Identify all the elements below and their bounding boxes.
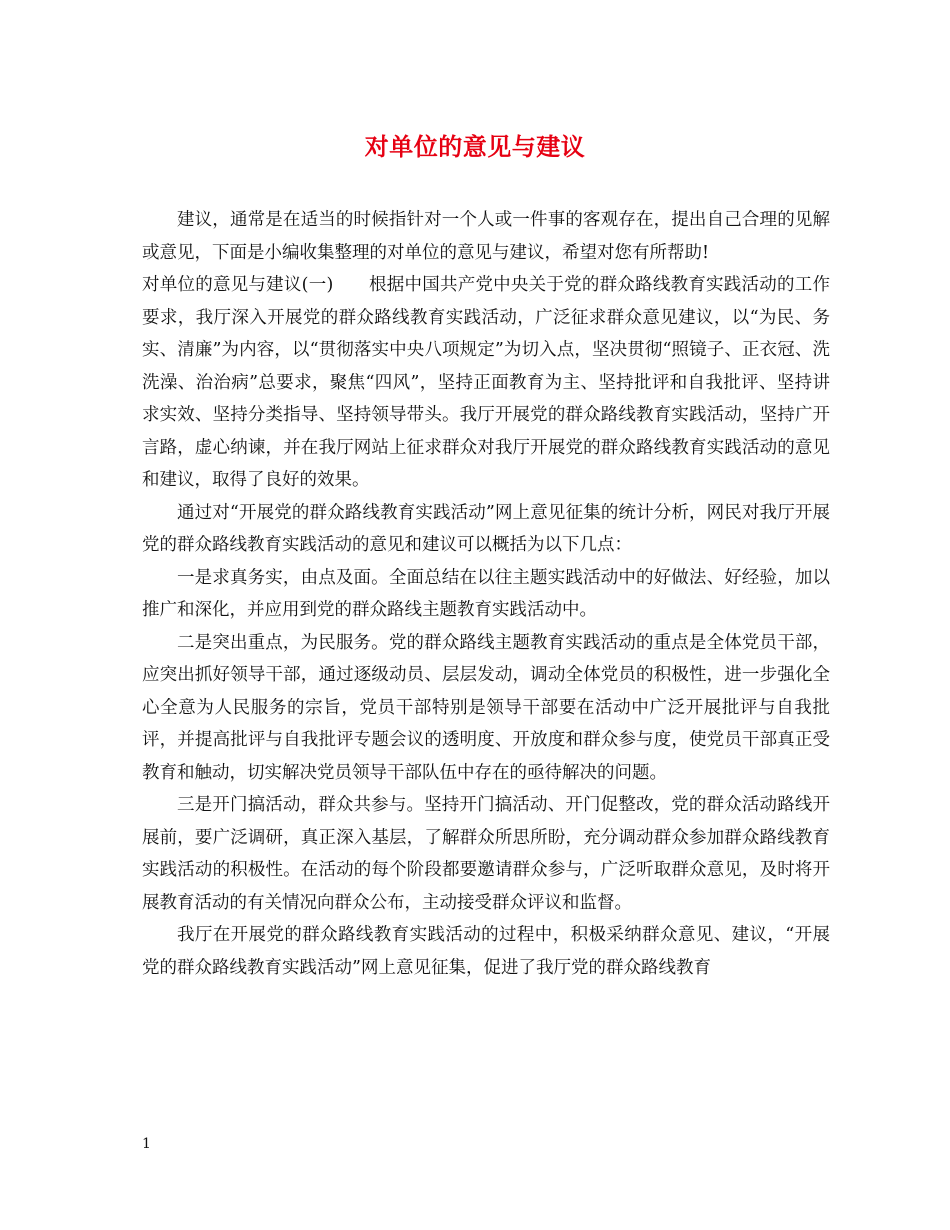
page-number: 1 [142, 1136, 151, 1152]
paragraph-section-one: 对单位的意见与建议(一) 根据中国共产党中央关于党的群众路线教育实践活动的工作要求，我厅深入开展党的群众路线教育实践活动，广泛征求群众意见建议，以“为民、务实、清廉”为内容，以“贯彻落实中央八项规定”为切入点，坚决贯彻“照镜子、正衣冠、洗洗澡、治治病”总要求，聚焦“四风”，坚持正面教育为主、坚持批评和自我批评、坚持讲求实效、坚持分类指导、坚持领导带头。我厅开展党的群众路线教育实践活动，坚持广开言路，虚心纳谏，并在我厅网站上征求群众对我厅开展党的群众路线教育实践活动的意见和建议，取得了良好的效果。 [142, 275, 830, 490]
paragraph-summary: 通过对“开展党的群众路线教育实践活动”网上意见征集的统计分析，网民对我厅开展党的群众路线教育实践活动的意见和建议可以概括为以下几点： [142, 502, 830, 555]
paragraph-point-three: 三是开门搞活动，群众共参与。坚持开门搞活动、开门促整改，党的群众活动路线开展前，要广泛调研，真正深入基层，了解群众所思所盼，充分调动群众参加群众路线教育实践活动的积极性。在活动的每个阶段都要邀请群众参与，广泛听取群众意见，及时将开展教育活动的有关情况向群众公布，主动接受群众评议和监督。 [142, 795, 830, 913]
document-title: 对单位的意见与建议 [364, 132, 586, 161]
document-body [142, 204, 830, 984]
paragraph-closing: 我厅在开展党的群众路线教育实践活动的过程中，积极采纳群众意见、建议，“开展党的群众路线教育实践活动”网上意见征集，促进了我厅党的群众路线教育 [142, 925, 830, 978]
paragraph-point-two: 二是突出重点，为民服务。党的群众路线主题教育实践活动的重点是全体党员干部，应突出抓好领导干部，通过逐级动员、层层发动，调动全体党员的积极性，进一步强化全心全意为人民服务的宗旨，党员干部特别是领导干部要在活动中广泛开展批评与自我批评，并提高批评与自我批评专题会议的透明度、开放度和群众参与度，使党员干部真正受教育和触动，切实解决党员领导干部队伍中存在的亟待解决的问题。 [142, 632, 830, 783]
paragraph-point-one: 一是求真务实，由点及面。全面总结在以往主题实践活动中的好做法、好经验，加以推广和深化，并应用到党的群众路线主题教育实践活动中。 [142, 567, 830, 620]
paragraph-intro: 建议，通常是在适当的时候指针对一个人或一件事的客观存在，提出自己合理的见解或意见，下面是小编收集整理的对单位的意见与建议，希望对您有所帮助! [142, 210, 830, 263]
